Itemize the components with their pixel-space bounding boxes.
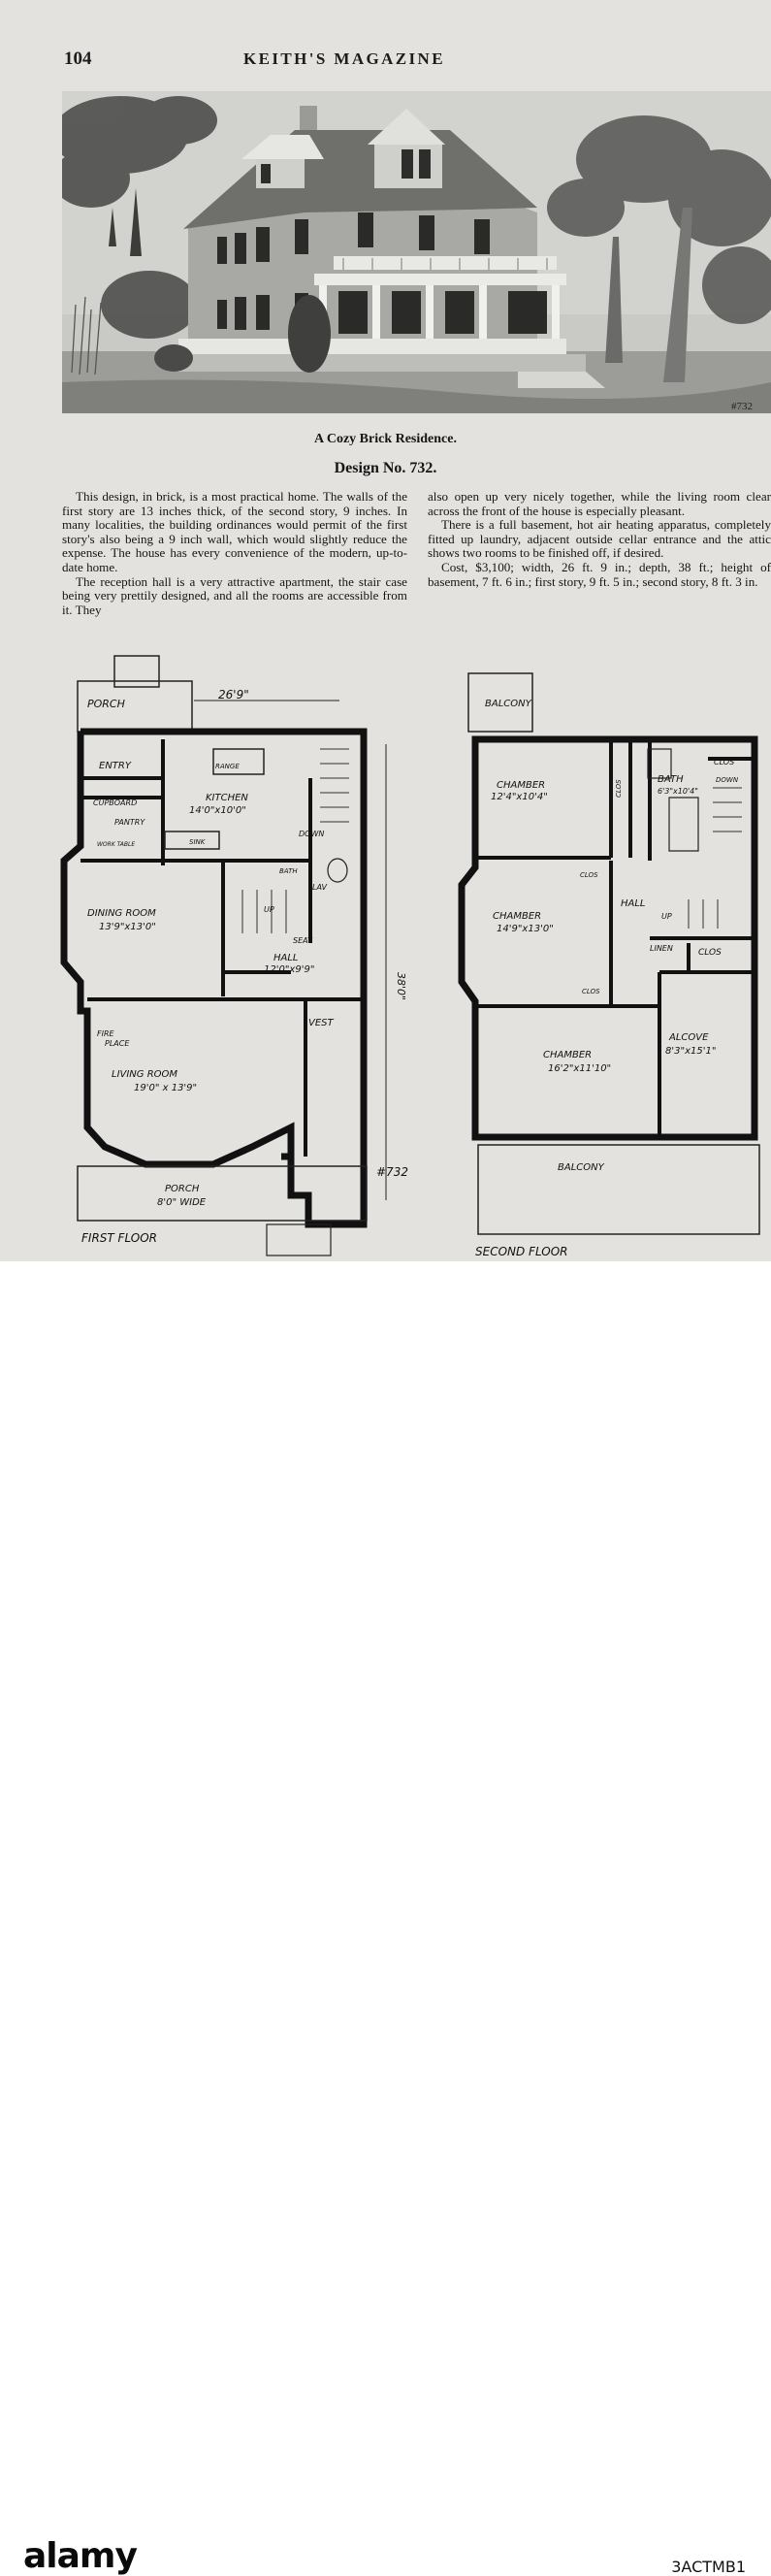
first-floor-caption: FIRST FLOOR [81,1231,157,1245]
porch-front-label: PORCH [165,1184,200,1194]
living-size: 19'0" x 13'9" [134,1083,198,1093]
dining-label: DINING ROOM [87,908,156,919]
fireplace-label-2: PLACE [105,1039,130,1048]
paragraph: There is a full basement, hot air heating apparatus, completely fitted up laundry, adjacent outside cellar entrance and the attic shows two rooms to be finished off, if desired. [428,517,771,561]
hall-size: 12'0"x9'9" [264,964,315,975]
balcony-front-label: BALCONY [558,1162,604,1173]
closet-e-label: CLOS [582,988,600,995]
chamber-2-size: 14'9"x13'0" [497,924,554,934]
range-label: RANGE [215,763,240,770]
paragraph: also open up very nicely together, while the living room clear across the front of the house is especially pleasant. [428,489,771,518]
floor-plans [48,652,771,1261]
article-column-right [428,490,771,589]
plan-number: #732 [376,1165,408,1179]
paragraph: Cost, $3,100; width, 26 ft. 9 in.; depth, 38 ft.; height of basement, 7 ft. 6 in.; first story, 9 ft. 5 in.; second story, 8 ft. 3 in. [428,559,771,589]
hall-label: HALL [273,953,299,963]
chamber-1-label: CHAMBER [497,780,546,791]
illustration-number: #732 [731,401,753,412]
living-label: LIVING ROOM [112,1069,178,1080]
bath-label: BATH [658,774,684,785]
paragraph: This design, in brick, is a most practical home. The walls of the first story are 13 inches thick, of the second story, 9 inches. In many localities, the building ordinances would permit of the first story's also being a 9 inch wall, which would slightly reduce the expense. The house has every convenience of the modern, up-to-date home. [62,489,407,574]
closet-c-label: CLOS [580,871,598,879]
alcove-label: ALCOVE [669,1032,709,1043]
chamber-3-size: 16'2"x11'10" [548,1063,612,1074]
alcove-size: 8'3"x15'1" [665,1046,717,1057]
magazine-page [0,0,771,1261]
closet-a-label: CLOS [615,779,623,798]
seat-label: SEAT [293,936,312,945]
vest-label: VEST [308,1018,334,1028]
magazine-title: KEITH'S MAGAZINE [243,49,445,68]
dining-size: 13'9"x13'0" [99,922,156,932]
down-label: DOWN [716,776,739,784]
chamber-3-label: CHAMBER [543,1050,593,1060]
depth-dimension: 38'0" [395,972,407,1001]
paragraph: The reception hall is a very attractive apartment, the stair case being very prettily designed, and all the rooms are accessible from it. They [62,573,407,617]
up-label: UP [661,912,672,921]
pantry-label: PANTRY [114,818,145,827]
house-illustration [62,91,771,413]
chamber-1-size: 12'4"x10'4" [491,792,548,802]
width-dimension: 26'9" [218,688,249,701]
watermark-logo: alamy [23,2536,137,2576]
cupboard-label: CUPBOARD [93,799,138,807]
porch-top-label: PORCH [87,698,125,710]
page-number: 104 [64,49,92,69]
watermark-bar [0,1261,771,2576]
bath-size: 6'3"x10'4" [658,787,698,796]
article-title: A Cozy Brick Residence. [314,432,457,446]
closet-b-label: CLOS [714,758,735,766]
house-drawing [62,91,771,413]
balcony-top-label: BALCONY [485,699,531,709]
closet-d-label: CLOS [698,948,722,958]
sink-label: SINK [189,838,206,846]
design-number: Design No. 732. [334,460,437,476]
porch-front-size: 8'0" WIDE [157,1197,207,1208]
entry-label: ENTRY [99,761,131,771]
work-table-label: WORK TABLE [97,841,136,848]
bath-label: BATH [279,867,298,875]
second-floor-plan [462,673,759,1258]
article-column-left [62,490,407,617]
kitchen-size: 14'0"x10'0" [189,805,246,816]
page-header [64,47,554,72]
first-floor-plan [64,656,408,1255]
kitchen-label: KITCHEN [206,793,248,803]
second-floor-caption: SECOND FLOOR [475,1245,568,1258]
chamber-2-label: CHAMBER [493,911,542,922]
up-label: UP [264,905,274,914]
fireplace-label-1: FIRE [97,1029,114,1038]
linen-label: LINEN [650,944,673,953]
stock-id: 3ACTMB1 [671,2558,746,2576]
hall-label: HALL [621,898,646,909]
down-label: DOWN [299,830,325,838]
lav-label: LAV [312,883,328,892]
